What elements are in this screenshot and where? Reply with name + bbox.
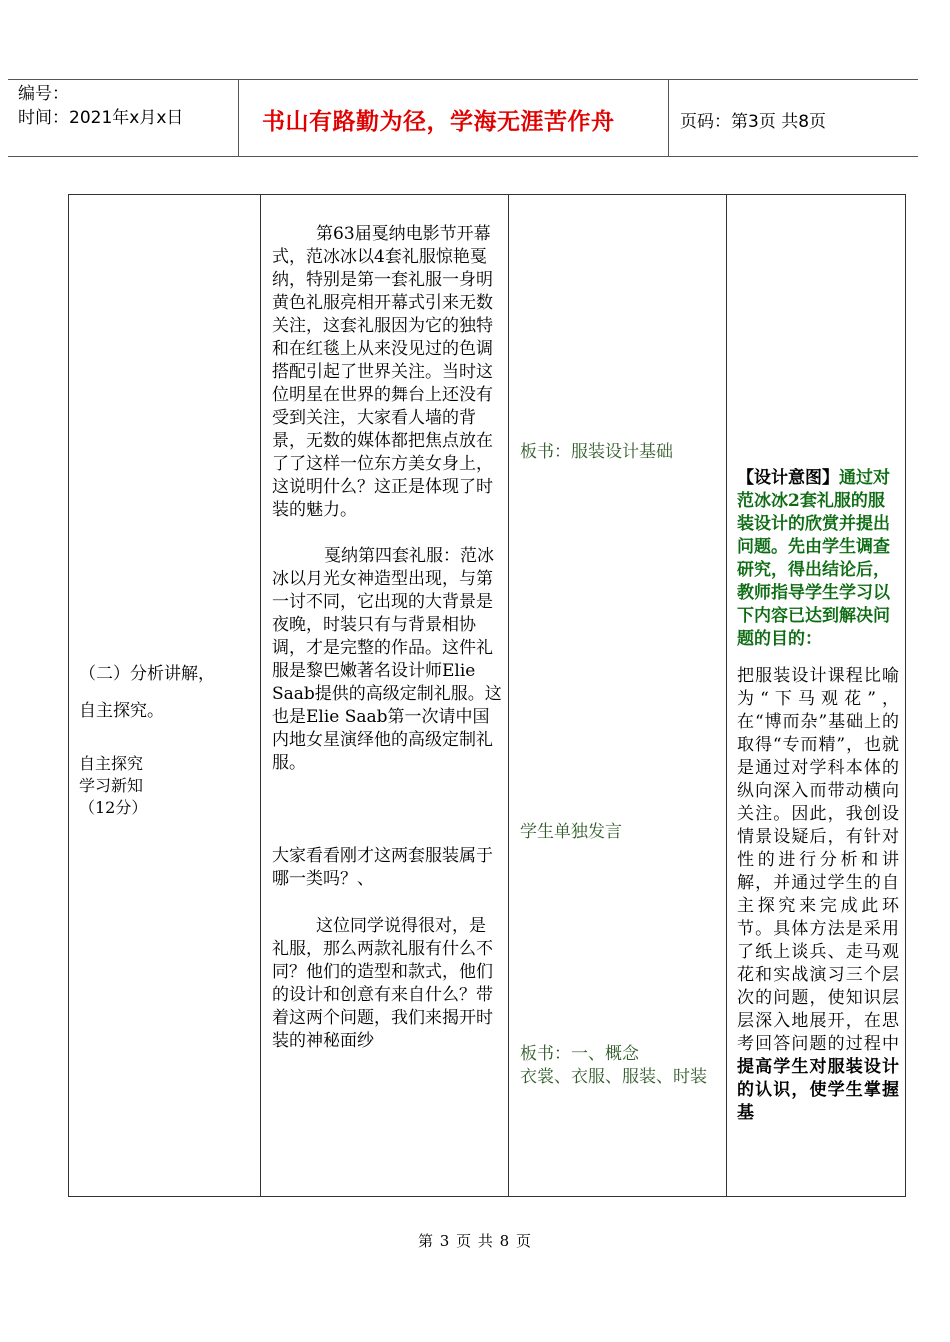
- board-note-2: [520, 1043, 725, 1089]
- design-intent-emphasis: 提高学生对服装设计的认识，使学生掌握基: [737, 1057, 899, 1123]
- page-footer: 第 3 页 共 8 页: [418, 1232, 532, 1250]
- column-divider-3: [726, 195, 727, 1196]
- teacher-content-cell: [272, 223, 502, 1053]
- column-divider-1: [260, 195, 261, 1196]
- board-note-1: 板书：服装设计基础: [520, 442, 673, 462]
- column-divider-2: [508, 195, 509, 1196]
- header-divider-1: [238, 79, 239, 157]
- header-page-info: 页码：第3页 共8页: [680, 112, 827, 132]
- header-meta: [18, 82, 183, 130]
- stage-activity: 自主探究: [79, 754, 144, 773]
- design-intent-summary: 通过对范冰冰2套礼服的服装设计的欣赏并提出问题。先由学生调查研究，得出结论后，教师指导学生学习以下内容已达到解决问题的目的：: [737, 468, 890, 649]
- design-intent-cell: [737, 467, 899, 1125]
- stage-cell: [79, 663, 249, 819]
- board-note-2-body: 衣裳、衣服、服装、时装: [520, 1067, 707, 1087]
- stage-subtitle: 自主探究。: [79, 701, 164, 721]
- design-intent-text: 把服装设计课程比喻为“下马观花”，在“博而杂”基础上的取得“专而精”，也就是通过对学科本体的纵向深入而带动横向关注。因此，我创设情景设疑后，有针对性的进行分析和讲解，并通过学生的自主探究来完成此环节。具体方法是采用了纸上谈兵、走马观花和实战演习三个层次的问题，使知识层层深入地展开，在思考回答问题的过程中: [737, 666, 899, 1054]
- stage-goal: 学习新知: [79, 776, 144, 795]
- time-label: 时间：2021年x月x日: [18, 108, 184, 128]
- header-motto: 书山有路勤为径，学海无涯苦作舟: [262, 109, 615, 135]
- content-paragraph-3: 大家看看刚才这两套服装属于哪一类吗？、: [272, 846, 493, 889]
- lesson-table: [68, 194, 906, 1197]
- design-intent-body: [737, 665, 899, 1125]
- header-bottom-rule: [8, 156, 918, 157]
- number-label: 编号：: [18, 84, 69, 104]
- student-note: 学生单独发言: [520, 822, 622, 842]
- board-note-2-title: 板书：一、概念: [520, 1044, 639, 1064]
- design-intent-title: 【设计意图】: [737, 468, 839, 488]
- content-paragraph-1: 第63届戛纳电影节开幕式，范冰冰以4套礼服惊艳戛纳，特别是第一套礼服一身明黄色礼服亮相开幕式引来无数关注，这套礼服因为它的独特和在红毯上从来没见过的色调搭配引起了世界关注。当时这位明星在世界的舞台上还没有受到关注，大家看人墙的背景，无数的媒体都把焦点放在了了这样一位东方美女身上，这说明什么？这正是体现了时装的魅力。: [272, 224, 493, 520]
- stage-title: （二）分析讲解，: [79, 664, 215, 684]
- stage-duration: （12分）: [79, 798, 148, 817]
- header-divider-2: [668, 79, 669, 157]
- content-paragraph-4: 这位同学说得很对，是礼服，那么两款礼服有什么不同？他们的造型和款式，他们的设计和创意有来自什么？带着这两个问题，我们来揭开时装的神秘面纱: [272, 916, 493, 1051]
- header-top-rule: [8, 79, 918, 80]
- content-paragraph-2: 戛纳第四套礼服：范冰冰以月光女神造型出现，与第一讨不同，它出现的大背景是夜晚，时装只有与背景相协调，才是完整的作品。这件礼服是黎巴嫩著名设计师Elie Saab提供的高级定制礼服。这也是Elie Saab第一次请中国内地女星演绎他的高级定制礼服。: [272, 546, 502, 773]
